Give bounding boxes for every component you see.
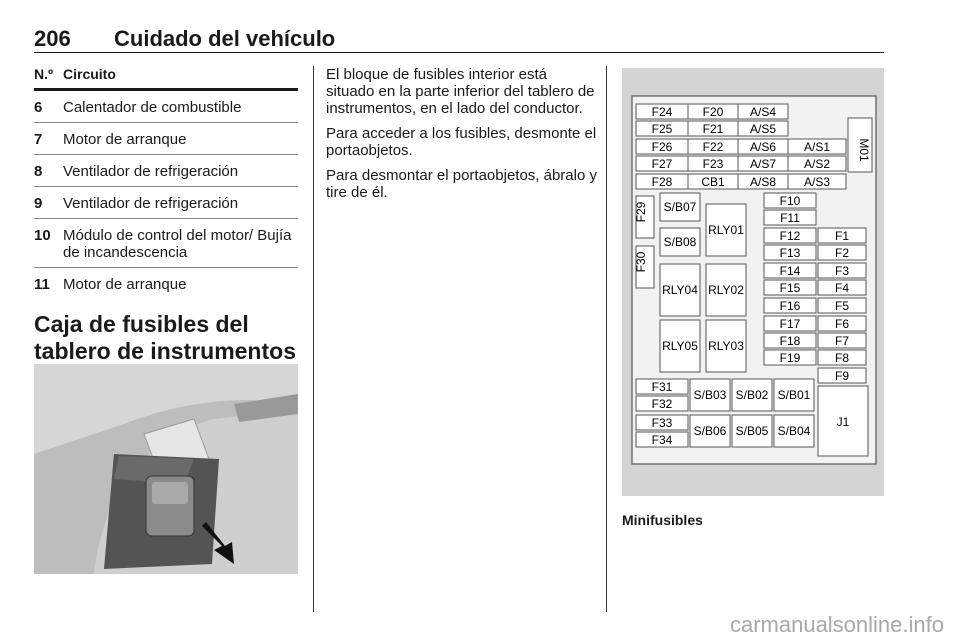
section-title: Caja de fusibles del tablero de instrumentos (34, 311, 296, 364)
left-column (34, 66, 298, 365)
fuse-label: A/S2 (803, 157, 831, 171)
paragraph: Para acceder a los fusibles, desmonte el portaobjetos. (326, 125, 597, 159)
fuse-label: S/B06 (693, 424, 727, 438)
fuse-label: S/B02 (735, 388, 769, 402)
fuse-label: F6 (834, 317, 850, 331)
figure-caption: Minifusibles (622, 512, 703, 528)
middle-column (326, 66, 598, 209)
fuse-label: F8 (834, 351, 850, 365)
fuse-label: F16 (779, 299, 801, 313)
fuse-label: F9 (834, 369, 850, 383)
fuse-label: S/B03 (693, 388, 727, 402)
fuse-label: A/S8 (749, 175, 777, 189)
fuse-label: F25 (651, 122, 673, 136)
table-row (34, 268, 298, 299)
relay-label: RLY04 (662, 283, 698, 297)
fuse-label: F30 (634, 251, 648, 273)
circuit-table (34, 91, 298, 299)
fuse-label: F18 (779, 334, 801, 348)
row-text: Módulo de control del motor/ Bujía de incandescencia (63, 227, 292, 261)
glovebox-photo (34, 364, 298, 574)
fuse-label: F34 (651, 433, 673, 447)
fuse-label: F13 (779, 246, 801, 260)
module-label: M01 (857, 138, 871, 162)
fuse-label: S/B01 (777, 388, 811, 402)
paragraph: El bloque de fusibles interior está situado en la parte inferior del tablero de instrumentos, en el lado del conductor. (326, 66, 595, 117)
row-number: 10 (34, 227, 51, 244)
fuse-label: S/B07 (663, 200, 697, 214)
row-number: 11 (34, 276, 50, 293)
relay-label: RLY01 (708, 223, 744, 237)
paragraph: Para desmontar el portaobjetos, ábralo y tire de él. (326, 167, 597, 201)
fuse-label: F7 (834, 334, 850, 348)
fuse-label: S/B08 (663, 235, 697, 249)
junction-label: J1 (836, 415, 850, 429)
row-text: Calentador de combustible (63, 99, 242, 116)
fuse-label: F11 (780, 211, 800, 225)
fuse-label: F1 (834, 229, 850, 243)
column-header-circuit: Circuito (63, 66, 116, 82)
fuse-label: F29 (634, 201, 648, 223)
fuse-label: F32 (651, 397, 673, 411)
column-divider (313, 66, 314, 612)
fuse-label: F3 (834, 264, 850, 278)
fuse-label: F2 (834, 246, 850, 260)
fuse-label: F23 (702, 157, 724, 171)
fuse-label: F27 (651, 157, 673, 171)
page-header (34, 26, 884, 53)
relay-label: RLY03 (708, 339, 744, 353)
fuse-label: F5 (834, 299, 850, 313)
fuse-label: F17 (779, 317, 801, 331)
fuse-label: F12 (779, 229, 801, 243)
relay-label: RLY02 (708, 283, 744, 297)
fuse-label: A/S5 (749, 122, 777, 136)
fuse-label: F21 (702, 122, 724, 136)
fuse-label: F20 (702, 105, 724, 119)
table-row (34, 91, 298, 123)
column-divider (606, 66, 607, 612)
table-row (34, 187, 298, 219)
fuse-box-diagram (622, 68, 884, 496)
watermark: carmanualsonline.info (729, 612, 944, 637)
table-row (34, 123, 298, 155)
table-header (34, 66, 298, 91)
fuse-label: S/B05 (735, 424, 769, 438)
fuse-label: F19 (779, 351, 801, 365)
fuse-label: A/S6 (749, 140, 777, 154)
fuse-label: F22 (702, 140, 724, 154)
fuse-label: A/S4 (749, 105, 777, 119)
page-title: Cuidado del vehículo (114, 26, 336, 51)
row-number: 6 (34, 99, 43, 116)
page-number: 206 (34, 26, 71, 51)
fuse-label: F4 (834, 281, 850, 295)
fuse-label: F10 (779, 194, 801, 208)
row-number: 9 (34, 195, 43, 212)
fuse-label: A/S7 (749, 157, 777, 171)
column-header-number: N.º (34, 66, 54, 82)
fuse-label: CB1 (701, 175, 725, 189)
fuse-label: S/B04 (777, 424, 811, 438)
fuse-label: F15 (779, 281, 801, 295)
fuse-label: F14 (779, 264, 801, 278)
table-row (34, 155, 298, 187)
row-text: Ventilador de refrigeración (63, 163, 239, 180)
fuse-label: F31 (651, 380, 673, 394)
fuse-label: F33 (651, 416, 673, 430)
fuse-label: F26 (651, 140, 673, 154)
row-text: Motor de arranque (63, 276, 187, 293)
fuse-label: F24 (651, 105, 673, 119)
row-number: 8 (34, 163, 43, 180)
relay-label: RLY05 (662, 339, 698, 353)
fuse-label: A/S1 (803, 140, 831, 154)
table-row (34, 219, 298, 268)
row-number: 7 (34, 131, 43, 148)
row-text: Ventilador de refrigeración (63, 195, 239, 212)
row-text: Motor de arranque (63, 131, 187, 148)
fuse-label: A/S3 (803, 175, 831, 189)
fuse-label: F28 (651, 175, 673, 189)
